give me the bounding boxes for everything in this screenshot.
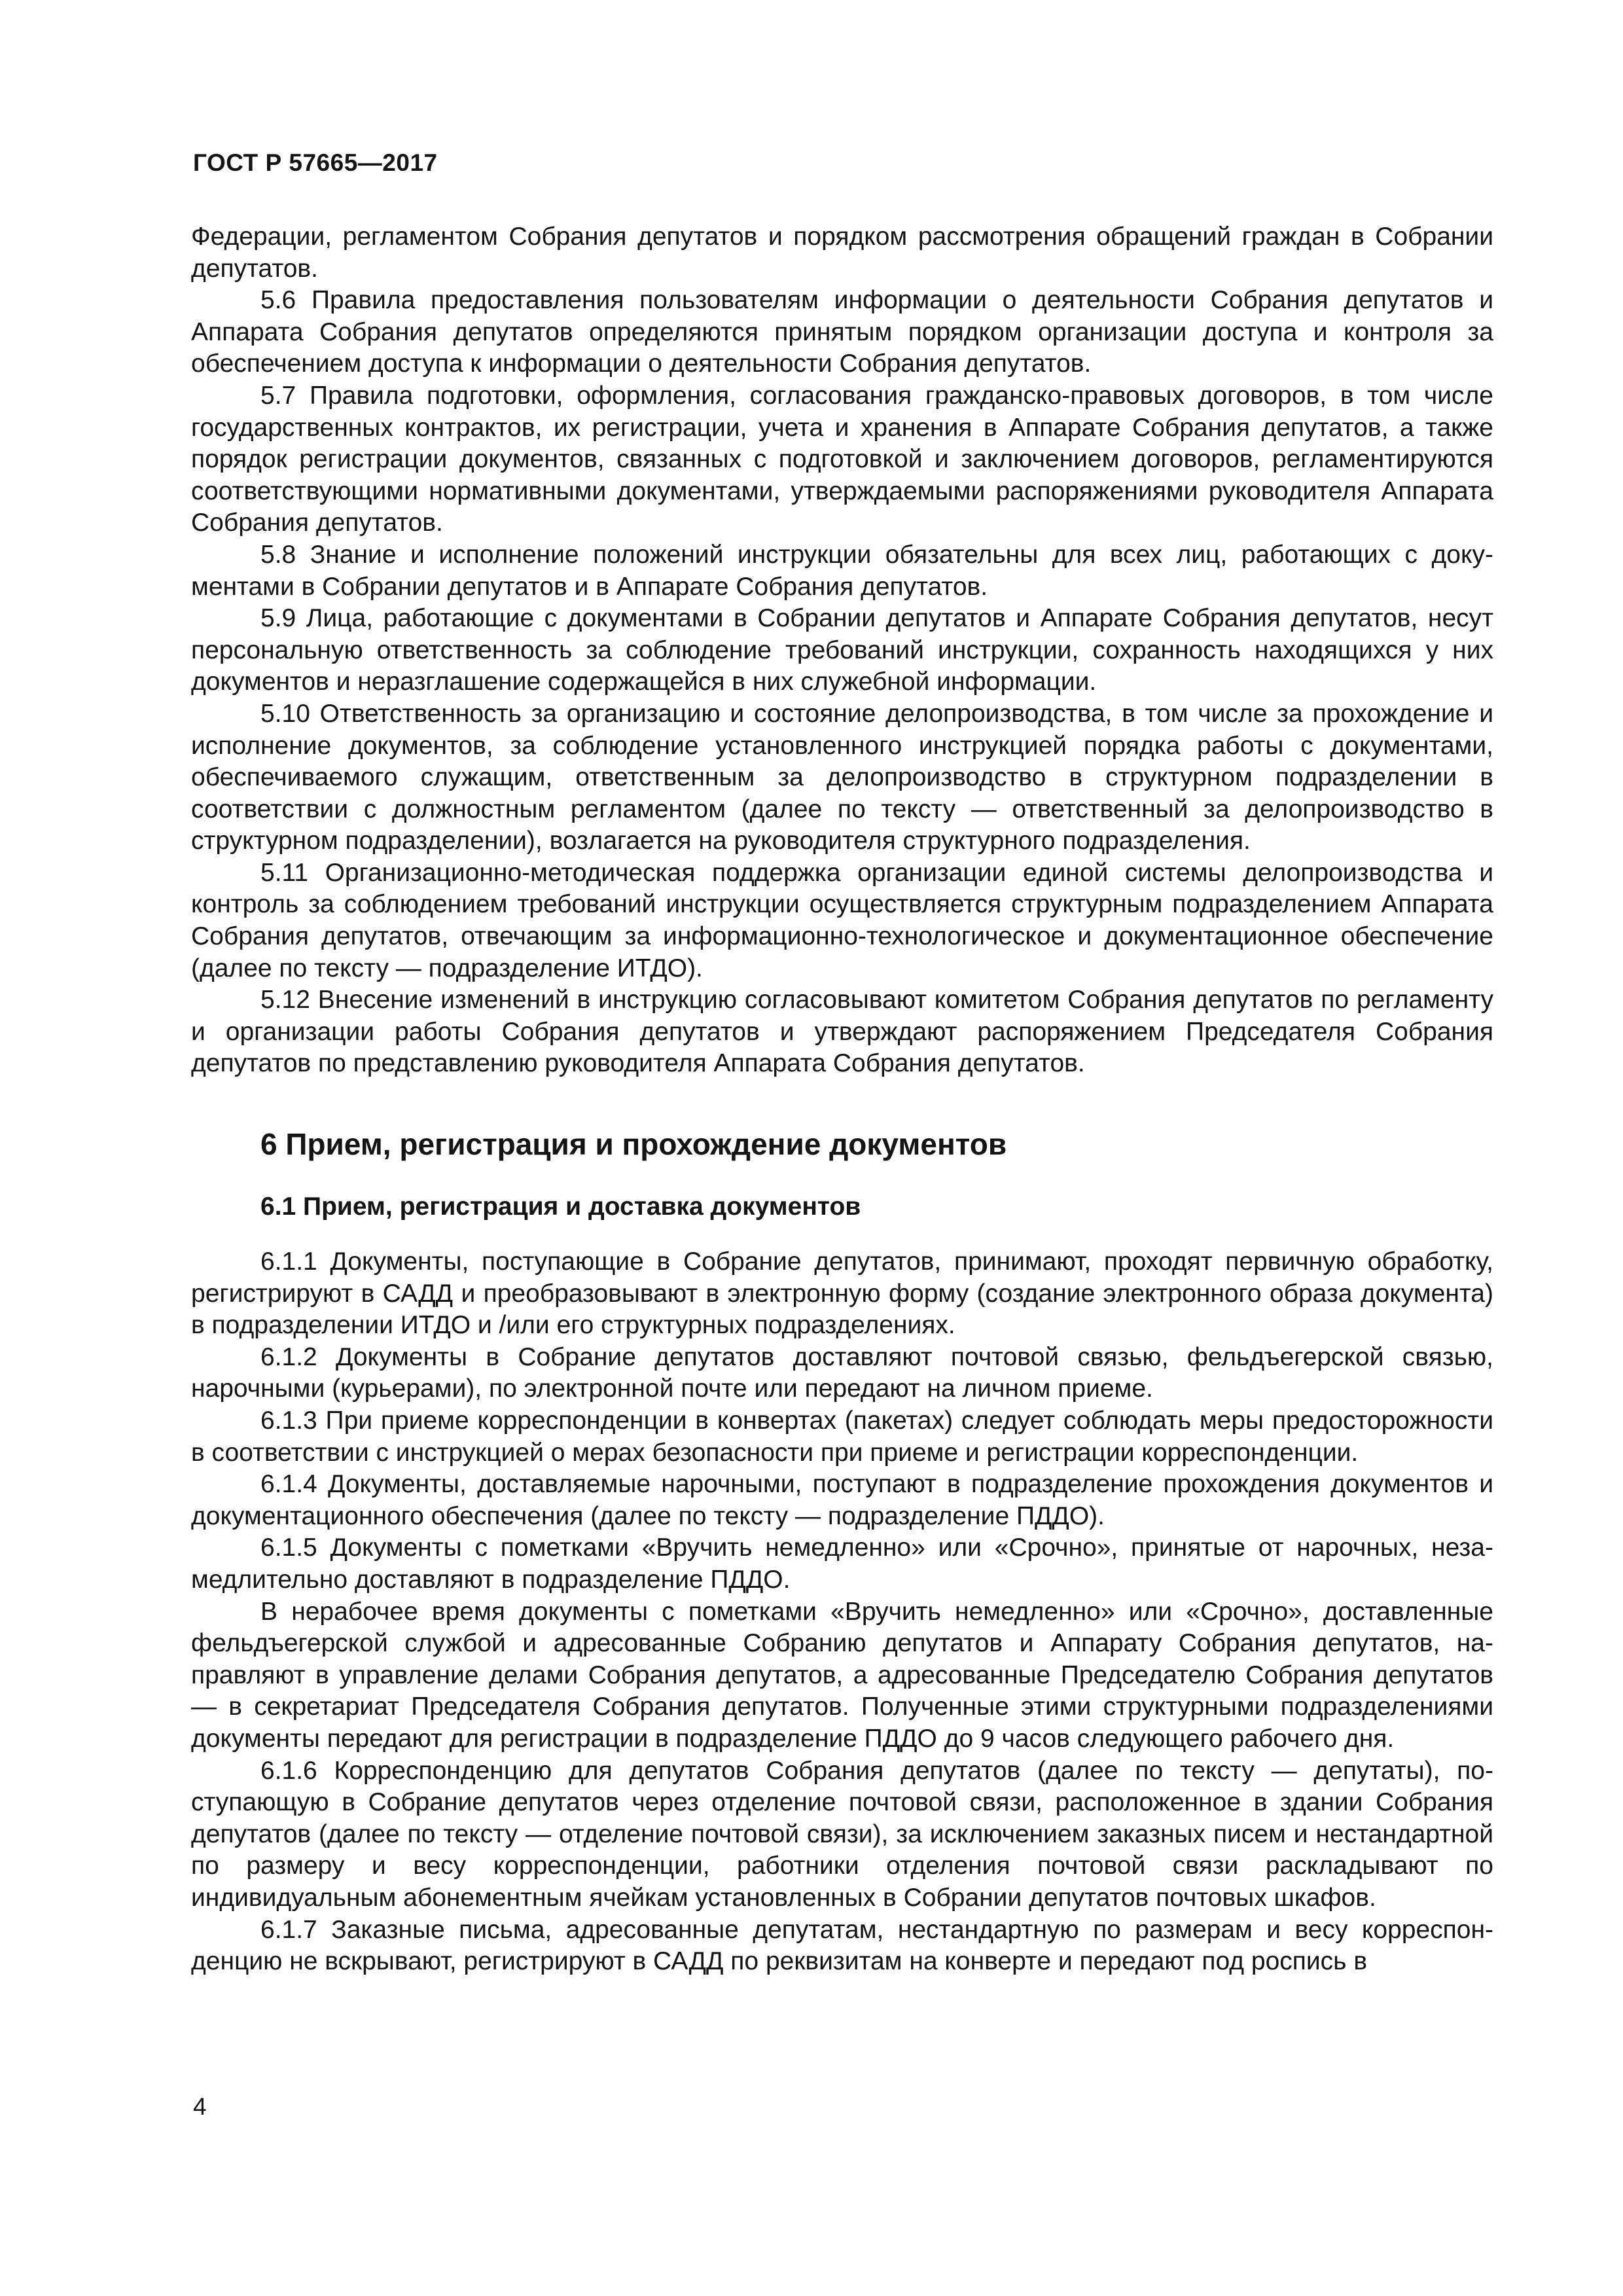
paragraph-5-7: 5.7 Правила подготовки, оформления, согласования гражданско-правовых договоров, в том числе государственных контрактов, их регистрации, учета и хранения в Аппарате Собрания депутатов, а также порядок регистрации документов, связанных с подготовкой и заключением договоров, регламентируются соответствующими нормативными документами, утверждаемыми распоряжениями руководителя Аппарата Собрания депутатов. (191, 381, 1493, 537)
paragraph-6-1-4: 6.1.4 Документы, доставляемые нарочными, поступают в подразделение прохождения документов и документационного обеспечения (далее по тексту — подразделение ПДДО). (191, 1470, 1493, 1530)
paragraph-5-6: 5.6 Правила предоставления пользователям информации о деятельности Собрания депутатов и Аппарата Собрания депутатов определяются принятым порядком организации доступа и контроля за обеспечением доступа к информации о деятельности Собрания депутатов. (191, 286, 1493, 378)
page-number: 4 (193, 2093, 207, 2120)
page-body (191, 221, 1493, 1978)
paragraph-6-1-5: 6.1.5 Документы с пометками «Вручить немедленно» или «Срочно», принятые от нарочных, незамедлительно доставляют в подразделение ПДДО. (191, 1534, 1493, 1594)
paragraph-6-1-6: 6.1.6 Корреспонденцию для депутатов Собрания депутатов (далее по тексту — депутаты), поступающую в Собрание депутатов через отделение почтовой связи, расположенное в здании Собрания депутатов (далее по тексту — отделение почтовой связи), за исключением заказных писем и нестандартной по размеру и весу корреспонденции, работники отделения почтовой связи раскладывают по индивидуальным абонементным ячейкам установленных в Собрании депутатов почтовых шкафов. (191, 1756, 1493, 1912)
paragraph-6-1-1: 6.1.1 Документы, поступающие в Собрание депутатов, принимают, проходят первичную обработку, регистрируют в САДД и преобразовывают в электронную форму (создание электронного образа документа) в подразделении ИТДО и /или его структурных подразделениях. (191, 1247, 1493, 1340)
paragraph-5-9: 5.9 Лица, работающие с документами в Собрании депутатов и Аппарате Собрания депутатов, несут персональную ответственность за соблюдение требований инструкции, сохранность находящихся у них документов и неразглашение содержащейся в них служебной информации. (191, 604, 1493, 696)
paragraph-6-1-2: 6.1.2 Документы в Собрание депутатов доставляют почтовой связью, фельдъегерской связью, нарочными (курьерами), по электронной почте или передают на личном приеме. (191, 1342, 1493, 1403)
paragraph-5-12: 5.12 Внесение изменений в инструкцию согласовывают комитетом Собрания депутатов по регламенту и организации работы Собрания депутатов и утверждают распоряжением Председателя Собрания депутатов по представлению руководителя Аппарата Собрания депутатов. (191, 986, 1493, 1078)
document-standard-header: ГОСТ Р 57665—2017 (193, 149, 438, 176)
subsection-heading: 6.1 Прием, регистрация и доставка документов (260, 1193, 861, 1221)
section-heading: 6 Прием, регистрация и прохождение документов (260, 1127, 1007, 1162)
paragraph-5-10: 5.10 Ответственность за организацию и состояние делопроизводства, в том числе за прохождение и исполнение документов, за соблюдение установленного инструкцией порядка работы с документами, обеспечиваемого служащим, ответственным за делопроизводство в структурном подразделении в соответствии с должностным регламентом (далее по тексту — ответственный за делопроизводство в структурном подразделении), возлагается на руководителя структурного подразделения. (191, 699, 1493, 855)
paragraph-6-1-3: 6.1.3 При приеме корреспонденции в конвертах (пакетах) следует соблюдать меры предосторожности в соответствии с инструкцией о мерах безопасности при приеме и регистрации корреспонденции. (191, 1407, 1493, 1467)
paragraph-5-11: 5.11 Организационно-методическая поддержка организации единой системы делопроизводства и контроль за соблюдением требований инструкции осуществляется структурным подразделением Аппарата Собрания депутатов, отвечающим за информационно-технологическое и документационное обеспечение (далее по тексту — подразделение ИТДО). (191, 858, 1493, 982)
paragraph-6-1-7: 6.1.7 Заказные письма, адресованные депутатам, нестандартную по размерам и весу корреспонденцию не вскрывают, регистрируют в САДД по реквизитам на конверте и передают под роспись в (191, 1915, 1493, 1976)
paragraph-continuation: Федерации, регламентом Собрания депутатов и порядком рассмотрения обращений граждан в Собрании депутатов. (191, 223, 1493, 283)
paragraph-5-8: 5.8 Знание и исполнение положений инструкции обязательны для всех лиц, работающих с документами в Собрании депутатов и в Аппарате Собрания депутатов. (191, 540, 1493, 601)
paragraph-after-hours: В нерабочее время документы с пометками «Вручить немедленно» или «Срочно», доставленные фельдъегерской службой и адресованные Собранию депутатов и Аппарату Собрания депутатов, направляют в управление делами Собрания депутатов, а адресованные Председателю Собрания депутатов — в секретариат Председателя Собрания депутатов. Полученные этими структурными подразделениями документы передают для регистрации в подразделение ПДДО до 9 часов следующего рабочего дня. (191, 1597, 1493, 1753)
